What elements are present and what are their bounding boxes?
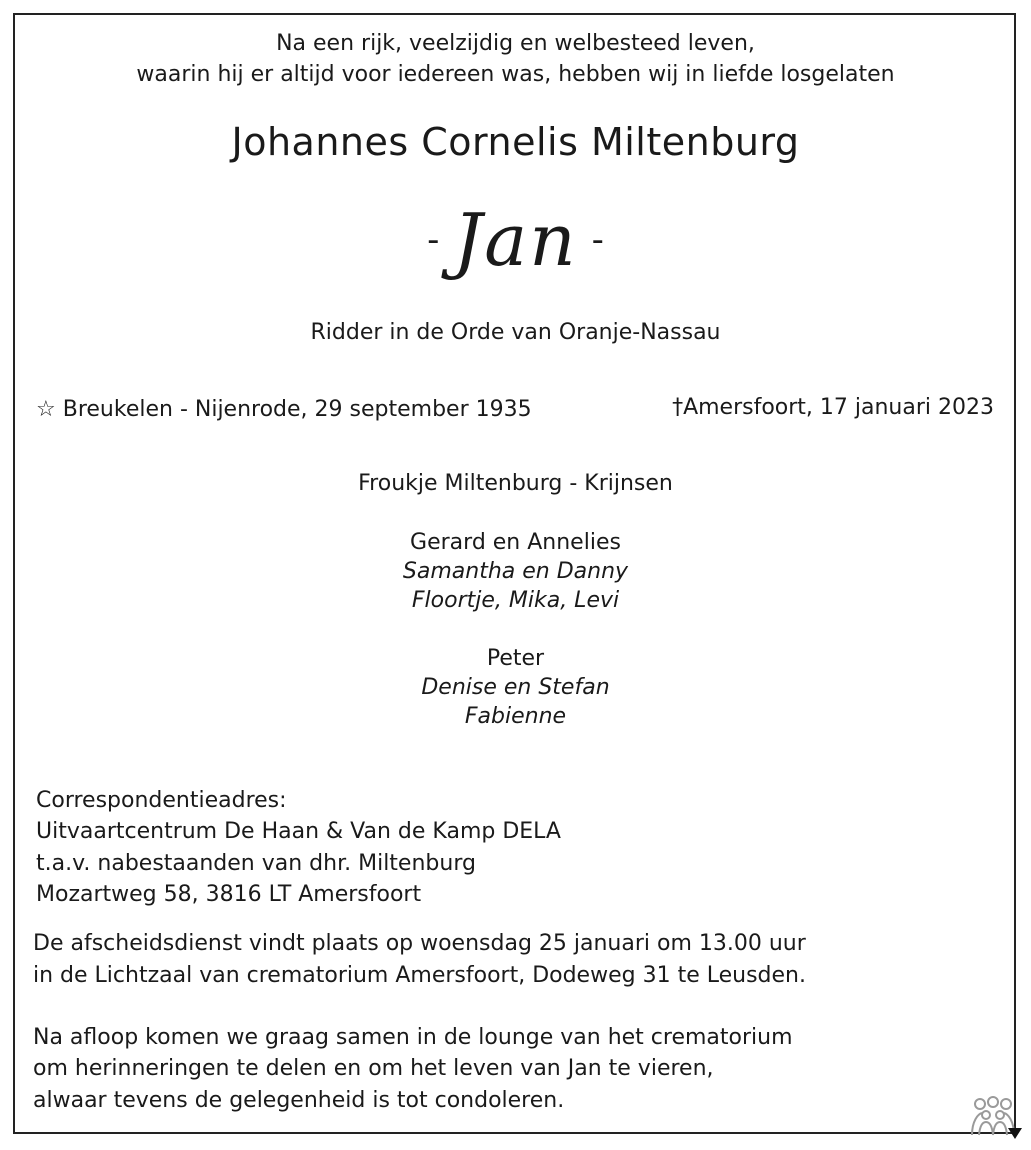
nickname-dash-right: -	[591, 220, 604, 260]
gathering-line: Na afloop komen we graag samen in de lounge van het crematorium	[33, 1025, 793, 1050]
spouse-name: Froukje Miltenburg - Krijnsen	[358, 471, 673, 496]
deceased-full-name: Johannes Cornelis Miltenburg	[231, 120, 800, 164]
nickname-row	[0, 190, 1031, 290]
family-group-2-grandchildren: Fabienne	[464, 704, 567, 729]
intro-line-1: Na een rijk, veelzijdig en welbesteed leven,	[276, 31, 755, 56]
family-group-1-children: Samantha en Danny	[402, 559, 629, 584]
scroll-down-arrow-icon[interactable]	[1008, 1128, 1022, 1139]
death-info	[672, 395, 994, 420]
family-group-2-parents: Peter	[486, 646, 545, 671]
family-group-2-children: Denise en Stefan	[421, 675, 610, 700]
intro-line-2: waarin hij er altijd voor iedereen was, hebben wij in liefde losgelaten	[136, 62, 895, 87]
honor-title: Ridder in de Orde van Oranje-Nassau	[310, 320, 721, 345]
service-line: De afscheidsdienst vindt plaats op woensdag 25 januari om 13.00 uur	[33, 931, 806, 956]
nickname: Jan	[453, 198, 578, 282]
correspondence-line: t.a.v. nabestaanden van dhr. Miltenburg	[36, 851, 476, 876]
service-line: in de Lichtzaal van crematorium Amersfoort, Dodeweg 31 te Leusden.	[33, 963, 806, 988]
family-group-1-parents: Gerard en Annelies	[410, 530, 621, 555]
cross-icon: †	[672, 395, 684, 420]
family-group-1-grandchildren: Floortje, Mika, Levi	[411, 588, 620, 613]
correspondence-heading: Correspondentieadres:	[36, 788, 287, 813]
death-text: Amersfoort, 17 januari 2023	[683, 395, 994, 420]
gathering-line: om herinneringen te delen en om het leven van Jan te vieren,	[33, 1056, 714, 1081]
gathering-line: alwaar tevens de gelegenheid is tot condoleren.	[33, 1088, 565, 1113]
correspondence-line: Mozartweg 58, 3816 LT Amersfoort	[36, 882, 422, 907]
correspondence-line: Uitvaartcentrum De Haan & Van de Kamp DELA	[36, 819, 561, 844]
star-icon: ☆	[36, 397, 56, 422]
birth-text: Breukelen - Nijenrode, 29 september 1935	[62, 397, 532, 422]
birth-info	[36, 397, 532, 422]
nickname-dash-left: -	[427, 220, 440, 260]
